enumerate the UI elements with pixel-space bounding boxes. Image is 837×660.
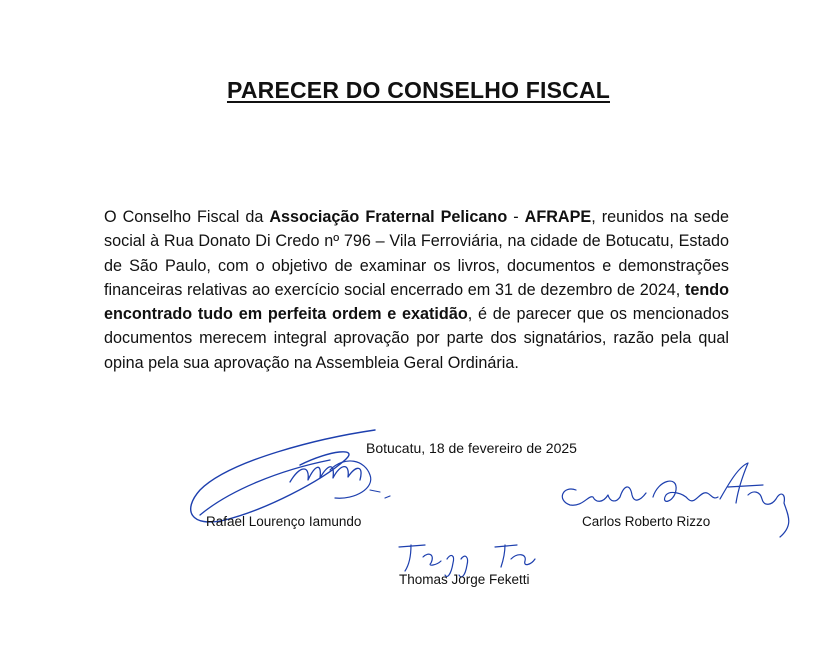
paragraph-text-1: O Conselho Fiscal da bbox=[104, 208, 270, 226]
opinion-paragraph bbox=[104, 205, 729, 375]
association-acronym: AFRAPE bbox=[524, 208, 592, 226]
place-date: Botucatu, 18 de fevereiro de 2025 bbox=[366, 440, 577, 456]
document-title: PARECER DO CONSELHO FISCAL bbox=[226, 77, 610, 103]
paragraph-text-4: , é de parecer que os mencionados documentos merecem integral aprovação por parte dos signatários, razão pela qual opina pela sua aprovação na Assembleia Geral Ordinária. bbox=[104, 305, 729, 372]
paragraph-text-3: , reunidos na sede social à Rua Donato Di Credo nº 796 – Vila Ferroviária, na cidade de Botucatu, Estado de São Paulo, com o objetivo de examinar os livros, documentos e demonstrações financeiras relativas ao exercício social encerrado em 31 de dezembro de 2024, bbox=[104, 208, 729, 299]
association-name: Associação Fraternal Pelicano bbox=[269, 208, 508, 226]
signer-name-1: Rafael Lourenço Iamundo bbox=[206, 514, 362, 529]
signature-carlos bbox=[548, 455, 808, 550]
signer-name-3: Thomas Jorge Feketti bbox=[399, 572, 530, 587]
signer-name-2: Carlos Roberto Rizzo bbox=[582, 514, 711, 529]
paragraph-text-2: - bbox=[507, 208, 525, 226]
finding-statement: tendo encontrado tudo em perfeita ordem e exatidão bbox=[104, 280, 729, 324]
